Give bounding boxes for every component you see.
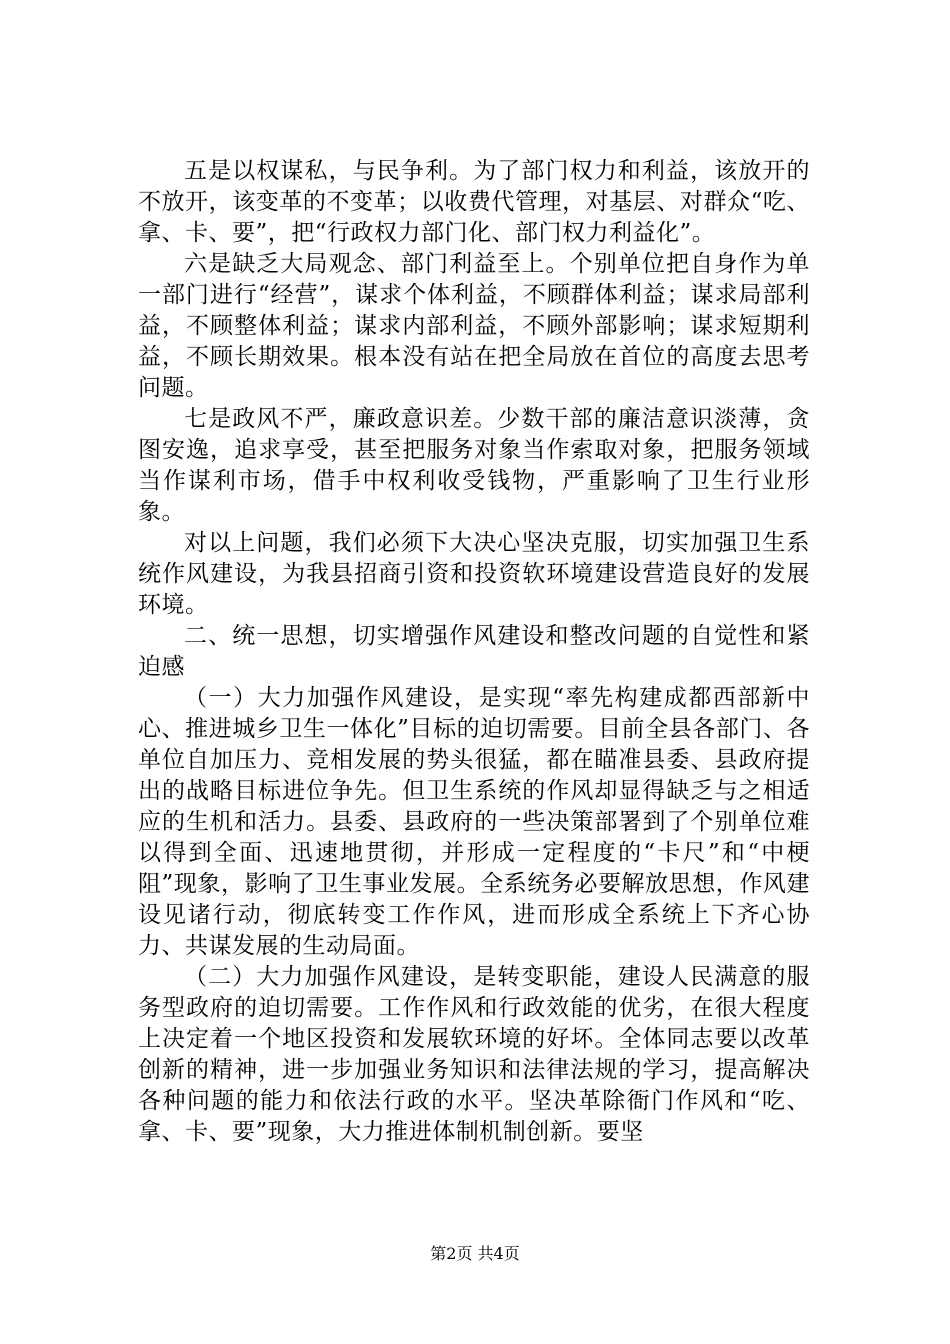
document-body bbox=[138, 156, 810, 1148]
paragraph-7-integrity: 七是政风不严，廉政意识差。少数干部的廉洁意识淡薄，贪图安逸，追求享受，甚至把服务对象当作索取对象，把服务领域当作谋利市场，借手中权利收受钱物，严重影响了卫生行业形象。 bbox=[138, 406, 810, 525]
paragraph-point-2: （二）大力加强作风建设，是转变职能，建设人民满意的服务型政府的迫切需要。工作作风和行政效能的优劣，在很大程度上决定着一个地区投资和发展软环境的好坏。全体同志要以改革创新的精神，进一步加强业务知识和法律法规的学习，提高解决各种问题的能力和依法行政的水平。坚决革除衙门作风和“吃、拿、卡、要”现象，大力推进体制机制创新。要坚 bbox=[138, 964, 810, 1145]
section-heading-2: 二、统一思想，切实增强作风建设和整改问题的自觉性和紧迫感 bbox=[138, 623, 810, 680]
paragraph-6-departmental-interest: 六是缺乏大局观念、部门利益至上。个别单位把自身作为单一部门进行“经营”，谋求个体利益，不顾群体利益；谋求局部利益，不顾整体利益；谋求内部利益，不顾外部影响；谋求短期利益，不顾长期效果。根本没有站在把全局放在首位的高度去思考问题。 bbox=[138, 251, 810, 401]
page-number-footer: 第2页 共4页 bbox=[430, 1244, 520, 1263]
paragraph-point-1: （一）大力加强作风建设，是实现“率先构建成都西部新中心、推进城乡卫生一体化”目标的迫切需要。目前全县各部门、各单位自加压力、竞相发展的势头很猛，都在瞄准县委、县政府提出的战略目标进位争先。但卫生系统的作风却显得缺乏与之相适应的生机和活力。县委、县政府的一些决策部署到了个别单位难以得到全面、迅速地贯彻，并形成一定程度的“卡尺”和“中梗阻”现象，影响了卫生事业发展。全系统务必要解放思想，作风建设见诸行动，彻底转变工作作风，进而形成全系统上下齐心协力、共谋发展的生动局面。 bbox=[138, 685, 810, 959]
paragraph-summary: 对以上问题，我们必须下大决心坚决克服，切实加强卫生系统作风建设，为我县招商引资和投资软环境建设营造良好的发展环境。 bbox=[138, 530, 810, 618]
paragraph-5-abuse-of-power: 五是以权谋私，与民争利。为了部门权力和利益，该放开的不放开，该变革的不变革；以收费代管理，对基层、对群众“吃、拿、卡、要”，把“行政权力部门化、部门权力利益化”。 bbox=[138, 158, 810, 246]
